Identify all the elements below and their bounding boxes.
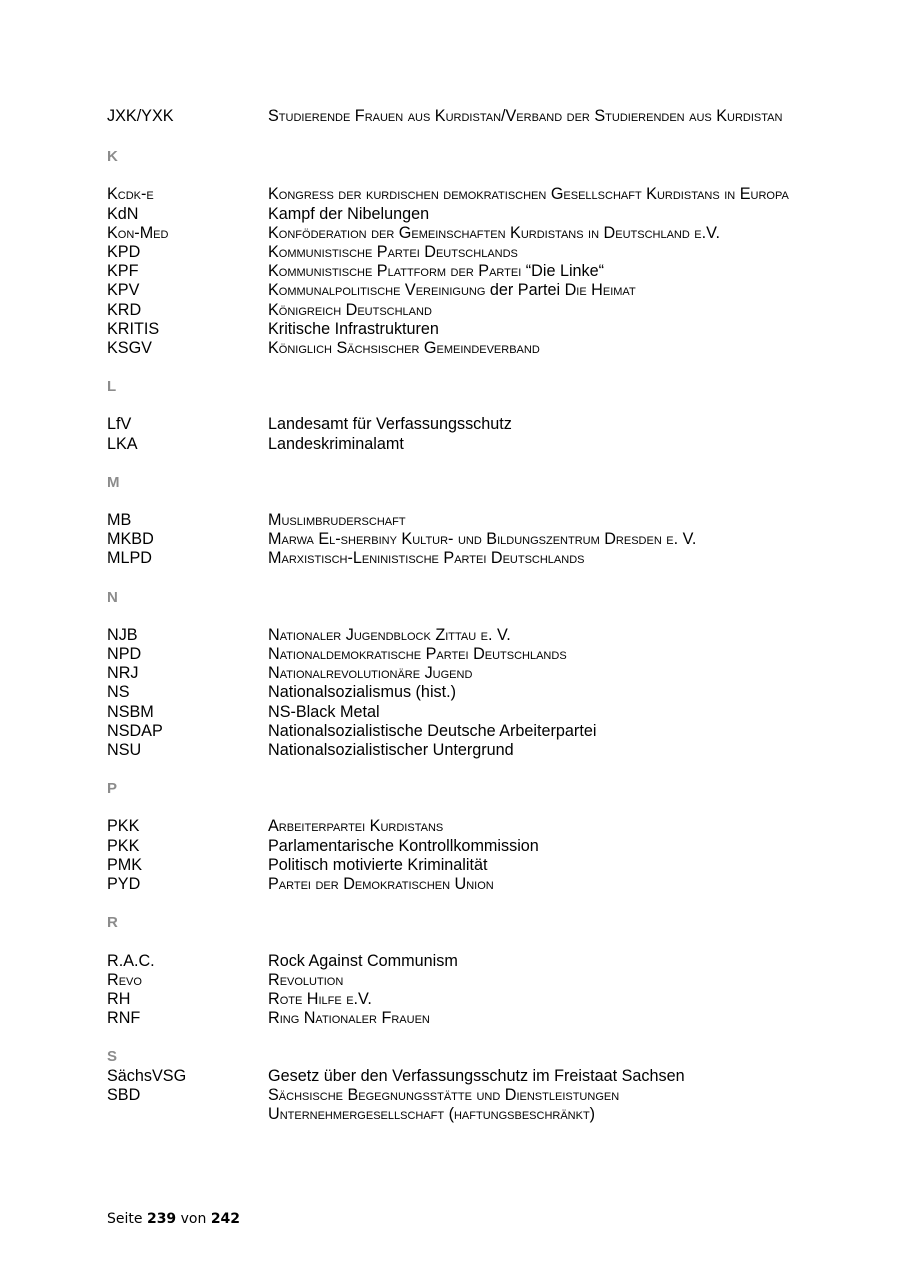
- abbreviation-term: PKK: [107, 836, 140, 855]
- abbreviation-definition: Marwa El-sherbiny Kultur- und Bildungszentrum Dresden e. V.: [268, 530, 697, 549]
- section-letter-heading: K: [107, 148, 118, 166]
- abbreviation-definition: Nationalsozialistischer Untergrund: [268, 741, 514, 760]
- abbreviation-term: NPD: [107, 645, 142, 664]
- abbreviation-definition: Sächsische Begegnungsstätte und Dienstleistungen Unternehmergesellschaft (haftungsbeschränkt): [268, 1085, 620, 1123]
- abbreviation-entry: [107, 415, 797, 434]
- abbreviation-term: NRJ: [107, 664, 139, 683]
- abbreviation-definition: Nationalsozialismus (hist.): [268, 683, 457, 702]
- abbreviation-term: LKA: [107, 434, 138, 453]
- abbreviation-definition: Landeskriminalamt: [268, 434, 404, 453]
- abbreviation-term: NSDAP: [107, 721, 163, 740]
- abbreviation-definition: Kritische Infrastrukturen: [268, 319, 439, 338]
- letter-group: [107, 147, 797, 358]
- abbreviation-entry: [107, 817, 797, 836]
- section-letter-heading: N: [107, 588, 118, 606]
- abbreviation-entry: [107, 301, 797, 320]
- abbreviation-term: NS: [107, 683, 130, 702]
- abbreviation-definition: Konföderation der Gemeinschaften Kurdistans in Deutschland e.V.: [268, 223, 720, 242]
- abbreviation-entry: [107, 549, 797, 568]
- abbreviation-entry: [107, 107, 797, 126]
- abbreviation-definition: Ring Nationaler Frauen: [268, 1009, 430, 1028]
- abbreviation-term: NSBM: [107, 702, 154, 721]
- abbreviation-term: KSGV: [107, 339, 152, 358]
- abbreviation-term: KRITIS: [107, 319, 160, 338]
- letter-group: [107, 588, 797, 761]
- abbreviation-entry: [107, 320, 797, 339]
- abbreviation-term: RH: [107, 989, 131, 1008]
- abbreviation-term: NSU: [107, 741, 142, 760]
- abbreviation-term: R.A.C.: [107, 951, 155, 970]
- abbreviation-entry: [107, 511, 797, 530]
- abbreviation-term: SächsVSG: [107, 1066, 187, 1085]
- abbreviation-term: MKBD: [107, 530, 154, 549]
- abbreviation-entry: [107, 683, 797, 702]
- abbreviation-definition: Landesamt für Verfassungsschutz: [268, 415, 512, 434]
- abbreviation-entry: [107, 971, 797, 990]
- abbreviation-definition: Nationalrevolutionäre Jugend: [268, 664, 473, 683]
- definition-part: “Die Linke“: [525, 262, 605, 281]
- abbreviation-definition: Revolution: [268, 970, 344, 989]
- abbreviation-definition: Partei der Demokratischen Union: [268, 875, 494, 894]
- definition-part: Kommunalpolitische Vereinigung: [268, 281, 490, 300]
- definition-part: Kommunistische Plattform der Partei: [268, 262, 526, 281]
- abbreviation-definition: Königreich Deutschland: [268, 300, 432, 319]
- letter-group: [107, 1047, 797, 1124]
- abbreviation-term: Kcdk-e: [107, 185, 154, 204]
- abbreviation-entry: [107, 664, 797, 683]
- abbreviation-definition: Muslimbruderschaft: [268, 511, 406, 530]
- abbreviation-entry: [107, 626, 797, 645]
- abbreviation-entry: [107, 205, 797, 224]
- abbreviation-entry: [107, 875, 797, 894]
- abbreviation-entry: [107, 339, 797, 358]
- abbreviation-term: JXK/YXK: [107, 107, 174, 125]
- abbreviation-term: KPD: [107, 243, 141, 262]
- abbreviation-definition: NS-Black Metal: [268, 702, 380, 721]
- abbreviation-term: SBD: [107, 1085, 141, 1104]
- section-letter-heading: P: [107, 780, 118, 798]
- abbreviation-definition: Arbeiterpartei Kurdistans: [268, 817, 444, 836]
- abbreviation-entry: [107, 952, 797, 971]
- abbreviation-definition: Parlamentarische Kontrollkommission: [268, 836, 539, 855]
- abbreviation-entry: [107, 856, 797, 875]
- abbreviation-definition: Rock Against Communism: [268, 951, 458, 970]
- abbreviation-definition: Rote Hilfe e.V.: [268, 989, 372, 1008]
- footer-prefix: Seite: [107, 1211, 147, 1227]
- section-letter-heading: L: [107, 378, 117, 396]
- abbreviation-entry: [107, 703, 797, 722]
- current-page-number: 239: [146, 1211, 177, 1227]
- abbreviation-term: LfV: [107, 415, 132, 434]
- definition-part: Die Heimat: [564, 281, 636, 300]
- abbreviation-term: KdN: [107, 204, 139, 223]
- abbreviation-entry: [107, 1067, 797, 1086]
- abbreviation-entry: [107, 243, 797, 262]
- abbreviation-definition: [268, 281, 797, 300]
- abbreviation-definition: [268, 262, 797, 281]
- definition-part: der Partei: [489, 281, 565, 300]
- abbreviation-term: RNF: [107, 1009, 141, 1028]
- section-letter-heading: M: [107, 473, 120, 491]
- abbreviation-term: KRD: [107, 300, 142, 319]
- abbreviation-entry: [107, 990, 797, 1009]
- abbreviation-term: KPV: [107, 281, 140, 300]
- abbreviation-term: PMK: [107, 855, 143, 874]
- abbreviation-definition: Marxistisch-Leninistische Partei Deutschlands: [268, 549, 585, 568]
- abbreviation-entry: [107, 1086, 797, 1124]
- abbreviation-term: Kon-Med: [107, 223, 169, 242]
- abbreviation-definition: Nationaler Jugendblock Zittau e. V.: [268, 625, 511, 644]
- abbreviation-term: NJB: [107, 625, 138, 644]
- section-letter-heading: R: [107, 914, 118, 932]
- section-letter-heading: S: [107, 1048, 118, 1066]
- abbreviation-list: [107, 107, 797, 1124]
- abbreviation-term: MB: [107, 511, 132, 530]
- abbreviation-entry: [107, 837, 797, 856]
- letter-group: [107, 377, 797, 454]
- page-footer: [107, 1211, 240, 1227]
- letter-group: [107, 913, 797, 1028]
- abbreviation-definition: Nationaldemokratische Partei Deutschlands: [268, 645, 567, 664]
- letter-group: [107, 107, 797, 126]
- abbreviation-term: PYD: [107, 875, 141, 894]
- abbreviation-term: KPF: [107, 262, 139, 281]
- abbreviation-term: MLPD: [107, 549, 152, 568]
- abbreviation-entry: [107, 185, 797, 204]
- abbreviation-definition: Politisch motivierte Kriminalität: [268, 855, 488, 874]
- abbreviation-term: Revo: [107, 970, 142, 989]
- abbreviation-definition: Gesetz über den Verfassungsschutz im Freistaat Sachsen: [268, 1066, 685, 1085]
- abbreviation-entry: [107, 262, 797, 281]
- abbreviation-entry: [107, 741, 797, 760]
- abbreviation-definition: Studierende Frauen aus Kurdistan/Verband der Studierenden aus Kurdistan: [268, 107, 783, 125]
- abbreviation-entry: [107, 224, 797, 243]
- abbreviation-definition: Kampf der Nibelungen: [268, 204, 430, 223]
- abbreviation-entry: [107, 530, 797, 549]
- abbreviation-definition: Kommunistische Partei Deutschlands: [268, 243, 518, 262]
- abbreviation-entry: [107, 645, 797, 664]
- abbreviation-entry: [107, 1009, 797, 1028]
- letter-group: [107, 779, 797, 894]
- abbreviation-entry: [107, 281, 797, 300]
- abbreviation-term: PKK: [107, 817, 140, 836]
- footer-middle: von: [176, 1211, 211, 1227]
- total-page-count: 242: [210, 1211, 241, 1227]
- letter-group: [107, 473, 797, 569]
- abbreviation-entry: [107, 435, 797, 454]
- abbreviation-definition: Nationalsozialistische Deutsche Arbeiterpartei: [268, 721, 597, 740]
- abbreviation-definition: Kongress der kurdischen demokratischen Gesellschaft Kurdistans in Europa: [268, 185, 789, 204]
- abbreviation-entry: [107, 722, 797, 741]
- abbreviation-definition: Königlich Sächsischer Gemeindeverband: [268, 339, 540, 358]
